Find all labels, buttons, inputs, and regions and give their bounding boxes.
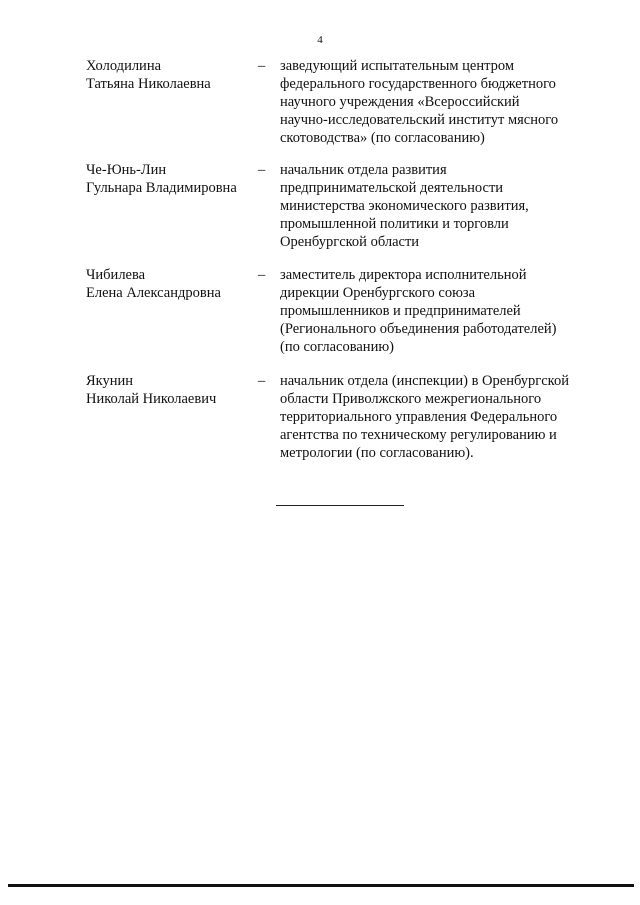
position-line: агентства по техническому регулированию и [280,427,557,443]
position-line: Оренбургской области [280,234,420,250]
member-surname: Якунин [86,373,134,389]
position-line: скотоводства» (по согласованию) [280,130,485,146]
member-name [86,57,256,93]
member-name [86,161,256,197]
position-line: дирекции Оренбургского союза [280,285,476,301]
dash-separator: – [258,162,266,178]
position-line: начальник отдела развития [280,162,447,178]
position-line: научного учреждения «Всероссийский [280,94,520,110]
position-line: промышленников и предпринимателей [280,303,521,319]
position-line: территориального управления Федерального [280,409,558,425]
position-line: министерства экономического развития, [280,198,529,214]
position-line: федерального государственного бюджетного [280,76,556,92]
position-line: заместитель директора исполнительной [280,267,527,283]
closing-rule [276,505,404,506]
member-given-names: Елена Александровна [86,285,221,301]
member-name [86,266,256,302]
page-number: 4 [317,34,323,46]
position-line: области Приволжского межрегионального [280,391,542,407]
position-line: метрологии (по согласованию). [280,445,474,461]
dash-separator: – [258,373,266,389]
position-line: предпринимательской деятельности [280,180,504,196]
position-line: промышленной политики и торговли [280,216,509,232]
member-given-names: Николай Николаевич [86,391,217,407]
member-position [280,161,590,251]
member-given-names: Гульнара Владимировна [86,180,237,196]
member-position [280,372,590,462]
position-line: заведующий испытательным центром [280,58,515,74]
member-surname: Че-Юнь-Лин [86,162,167,178]
member-surname: Чибилева [86,267,146,283]
member-position [280,266,590,356]
member-position [280,57,590,147]
footer-rule [8,884,634,887]
position-line: начальник отдела (инспекции) в Оренбургской [280,373,569,389]
dash-separator: – [258,267,266,283]
position-line: научно-исследовательский институт мясного [280,112,559,128]
position-line: (Регионального объединения работодателей) [280,321,557,337]
position-line: (по согласованию) [280,339,394,355]
member-given-names: Татьяна Николаевна [86,76,211,92]
dash-separator: – [258,58,266,74]
member-name [86,372,256,408]
member-surname: Холодилина [86,58,162,74]
